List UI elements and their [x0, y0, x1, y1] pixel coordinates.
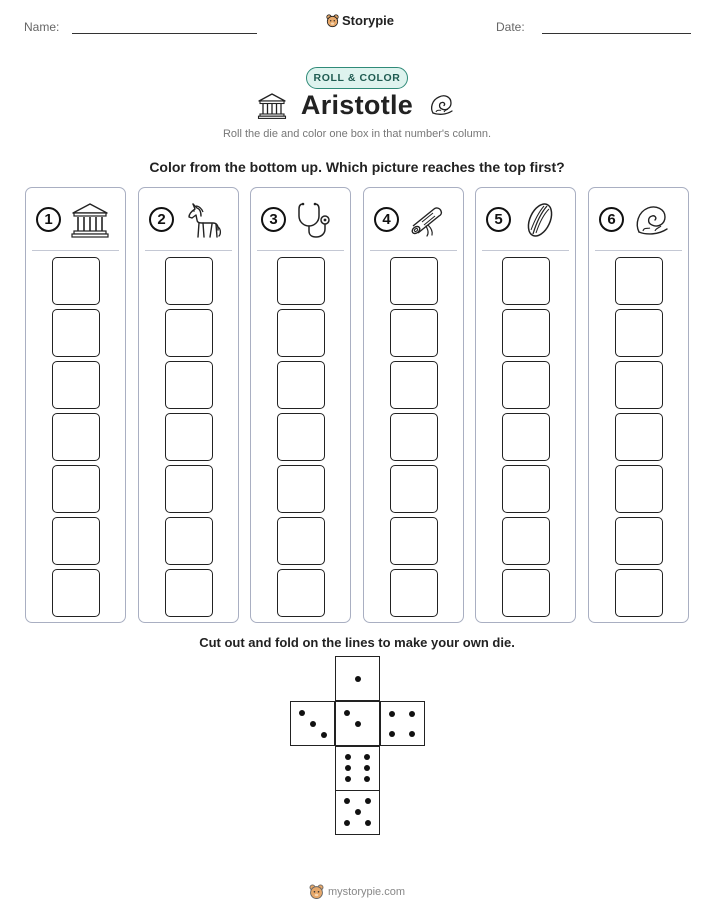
die-pip	[299, 710, 305, 716]
color-box[interactable]	[52, 361, 100, 409]
column-divider	[257, 250, 344, 251]
die-pip	[355, 809, 361, 815]
column-number: 2	[149, 207, 174, 232]
column-divider	[32, 250, 119, 251]
date-label: Date:	[496, 20, 525, 34]
column-header	[364, 200, 463, 240]
die-pip	[345, 765, 351, 771]
column-number: 3	[261, 207, 286, 232]
shell-icon	[429, 92, 455, 118]
column-header	[589, 200, 688, 240]
die-pip	[344, 798, 350, 804]
color-box[interactable]	[615, 413, 663, 461]
color-box[interactable]	[52, 569, 100, 617]
column-5	[475, 187, 576, 623]
column-divider	[370, 250, 457, 251]
die-pip	[364, 754, 370, 760]
color-box[interactable]	[52, 257, 100, 305]
temple-icon	[70, 200, 110, 240]
color-box[interactable]	[615, 465, 663, 513]
color-box[interactable]	[502, 413, 550, 461]
column-header	[251, 200, 350, 240]
title-row	[0, 90, 714, 126]
die-pip	[365, 820, 371, 826]
die-pip	[389, 711, 395, 717]
color-box[interactable]	[502, 517, 550, 565]
die-face-2	[335, 701, 380, 746]
color-box[interactable]	[52, 465, 100, 513]
column-3	[250, 187, 351, 623]
color-box[interactable]	[165, 517, 213, 565]
color-box[interactable]	[277, 569, 325, 617]
stethoscope-icon	[295, 200, 335, 240]
column-4	[363, 187, 464, 623]
footer	[309, 884, 405, 900]
page-title: Aristotle	[300, 90, 414, 120]
column-number: 1	[36, 207, 61, 232]
die-pip	[409, 711, 415, 717]
color-box[interactable]	[277, 309, 325, 357]
die-pip	[310, 721, 316, 727]
die-pip	[355, 721, 361, 727]
date-line[interactable]	[542, 33, 691, 34]
color-box[interactable]	[277, 361, 325, 409]
die-face-3	[290, 701, 335, 746]
die-face-4	[380, 701, 425, 746]
die-pip	[345, 754, 351, 760]
color-box[interactable]	[390, 413, 438, 461]
die-face-1	[335, 656, 380, 701]
color-box[interactable]	[390, 309, 438, 357]
color-box[interactable]	[390, 569, 438, 617]
column-header	[476, 200, 575, 240]
subtitle: Roll the die and color one box in that number's column.	[222, 128, 492, 140]
color-box[interactable]	[502, 569, 550, 617]
column-1	[25, 187, 126, 623]
die-pip	[345, 776, 351, 782]
instruction-text: Color from the bottom up. Which picture reaches the top first?	[149, 159, 565, 175]
die-pip	[364, 765, 370, 771]
color-box[interactable]	[277, 465, 325, 513]
column-number: 4	[374, 207, 399, 232]
color-box[interactable]	[502, 309, 550, 357]
bear-icon	[326, 14, 339, 28]
shell-icon	[633, 200, 673, 240]
color-box[interactable]	[390, 465, 438, 513]
color-box[interactable]	[277, 257, 325, 305]
die-pip	[344, 710, 350, 716]
color-box[interactable]	[615, 517, 663, 565]
color-box[interactable]	[52, 309, 100, 357]
color-box[interactable]	[165, 569, 213, 617]
color-box[interactable]	[390, 361, 438, 409]
color-box[interactable]	[615, 569, 663, 617]
die-pip	[355, 676, 361, 682]
color-box[interactable]	[390, 517, 438, 565]
color-box[interactable]	[615, 361, 663, 409]
color-box[interactable]	[502, 257, 550, 305]
die-face-5	[335, 790, 380, 835]
horse-icon	[183, 200, 223, 240]
scroll-icon	[408, 200, 448, 240]
footer-url[interactable]: mystorypie.com	[328, 886, 406, 898]
color-box[interactable]	[615, 309, 663, 357]
column-6	[588, 187, 689, 623]
column-number: 6	[599, 207, 624, 232]
column-header	[139, 200, 238, 240]
column-divider	[145, 250, 232, 251]
color-box[interactable]	[502, 465, 550, 513]
die-pip	[364, 776, 370, 782]
color-box[interactable]	[52, 413, 100, 461]
brand-logo	[326, 13, 394, 28]
activity-badge: ROLL & COLOR	[306, 67, 408, 89]
seed-icon	[520, 200, 560, 240]
die-pip	[365, 798, 371, 804]
column-header	[26, 200, 125, 240]
color-box[interactable]	[615, 257, 663, 305]
color-box[interactable]	[277, 517, 325, 565]
die-pip	[344, 820, 350, 826]
column-number: 5	[486, 207, 511, 232]
brand-name: Storypie	[342, 13, 395, 28]
die-pip	[389, 731, 395, 737]
column-divider	[595, 250, 682, 251]
color-box[interactable]	[165, 309, 213, 357]
column-divider	[482, 250, 569, 251]
color-box[interactable]	[165, 257, 213, 305]
color-box[interactable]	[165, 361, 213, 409]
color-box[interactable]	[165, 465, 213, 513]
color-box[interactable]	[502, 361, 550, 409]
cut-instruction: Cut out and fold on the lines to make your own die.	[199, 635, 515, 650]
die-pip	[321, 732, 327, 738]
column-2	[138, 187, 239, 623]
bear-icon	[309, 884, 324, 900]
die-pip	[409, 731, 415, 737]
die-face-6	[335, 746, 380, 791]
color-box[interactable]	[52, 517, 100, 565]
name-line[interactable]	[72, 33, 257, 34]
name-label: Name:	[24, 20, 60, 34]
color-box[interactable]	[165, 413, 213, 461]
color-box[interactable]	[277, 413, 325, 461]
color-box[interactable]	[390, 257, 438, 305]
